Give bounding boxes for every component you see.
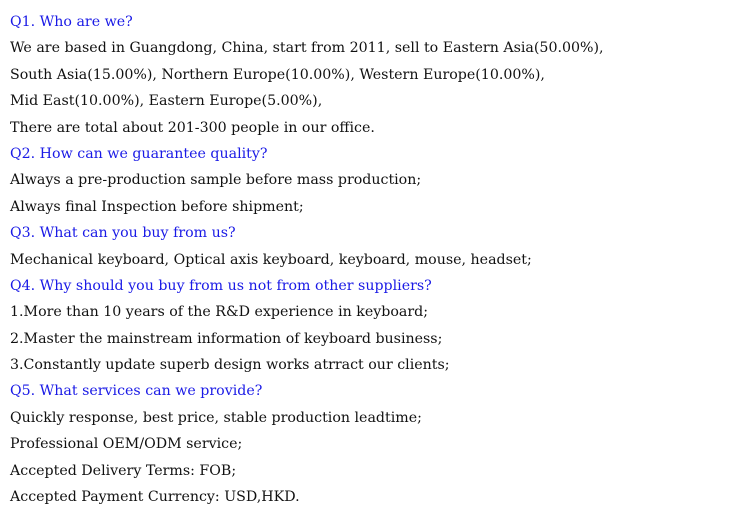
faq-answer-line: South Asia(15.00%), Northern Europe(10.00%), Western Europe(10.00%), <box>10 66 545 83</box>
faq-question-q1: Q1. Who are we? <box>10 14 133 30</box>
faq-answer-line: Always a pre-production sample before mass production; <box>10 172 422 189</box>
faq-question-q5: Q5. What services can we provide? <box>10 383 263 400</box>
faq-answer-line: There are total about 201-300 people in our office. <box>10 119 375 136</box>
faq-section <box>10 9 745 510</box>
faq-answer-line: Quickly response, best price, stable production leadtime; <box>10 409 422 426</box>
faq-question-q3: Q3. What can you buy from us? <box>10 225 236 242</box>
faq-answer-line: Always final Inspection before shipment; <box>10 198 304 215</box>
faq-question-q4: Q4. Why should you buy from us not from other suppliers? <box>10 277 432 294</box>
faq-answer-line: Accepted Payment Currency: USD,HKD. <box>10 489 300 506</box>
faq-answer-line: Mid East(10.00%), Eastern Europe(5.00%), <box>10 93 323 110</box>
faq-question-q2: Q2. How can we guarantee quality? <box>10 145 268 162</box>
faq-answer-line: Accepted Delivery Terms: FOB; <box>10 462 237 479</box>
faq-answer-line: Mechanical keyboard, Optical axis keyboard, keyboard, mouse, headset; <box>10 251 532 268</box>
faq-answer-line: Professional OEM/ODM service; <box>10 436 243 453</box>
faq-answer-line: 2.Master the mainstream information of keyboard business; <box>10 330 443 347</box>
faq-answer-line: We are based in Guangdong, China, start from 2011, sell to Eastern Asia(50.00%), <box>10 40 604 57</box>
faq-answer-line: 3.Constantly update superb design works atrract our clients; <box>10 357 450 374</box>
faq-answer-line: 1.More than 10 years of the R&D experience in keyboard; <box>10 304 428 321</box>
